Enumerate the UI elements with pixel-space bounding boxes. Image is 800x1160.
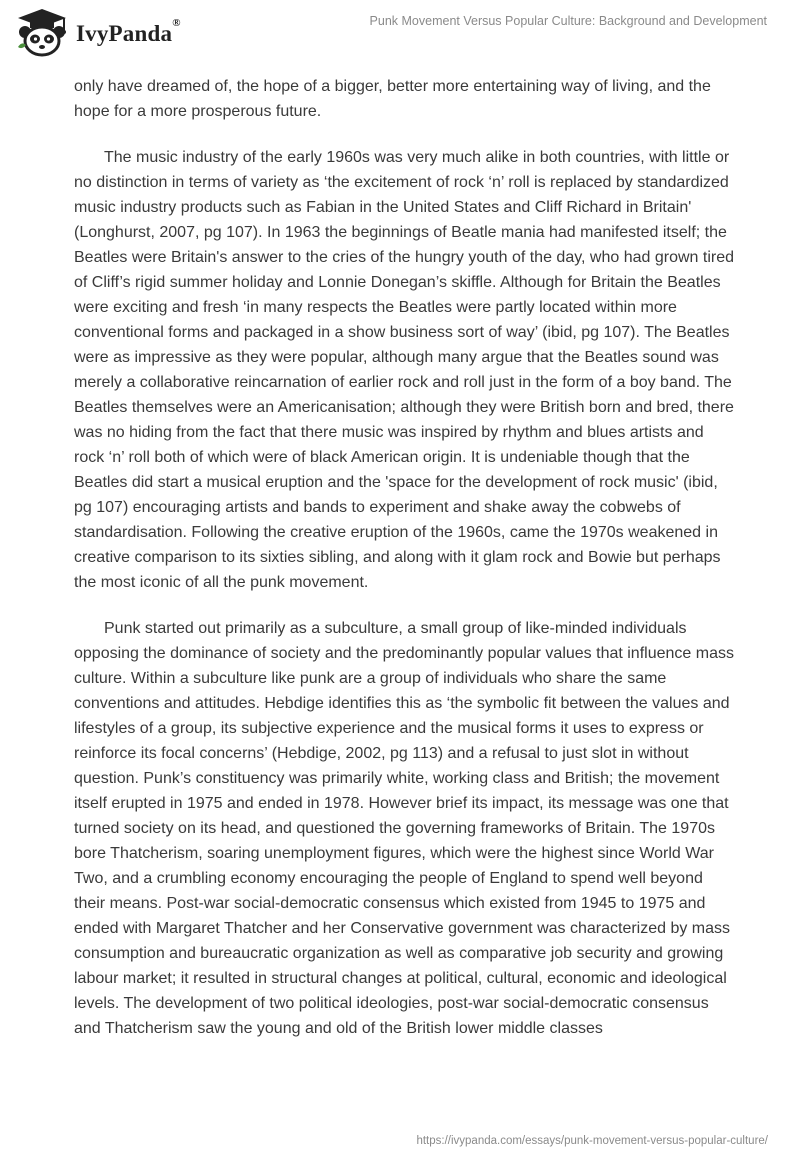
- brand-name: IvyPanda®: [76, 17, 181, 46]
- paragraph-punk-subculture: Punk started out primarily as a subculture, a small group of like-minded individuals opposing the dominance of society and the predominantly popular values that influence mass culture. Within a subculture like punk are a group of individuals who share the same conventions and attitudes. Hebdige identifies this as ‘the symbolic fit between the values and lifestyles of a group, its subjective experience and the musical forms it uses to express or reinforce its focal concerns’ (Hebdige, 2002, pg 113) and a refusal to just slot in without question. Punk’s constituency was primarily white, working class and British; the movement itself erupted in 1975 and ended in 1978. However brief its impact, its message was one that turned society on its head, and questioned the governing frameworks of Britain. The 1970s bore Thatcherism, soaring unemployment figures, which were the highest since World War Two, and a crumbling economy encouraging the people of England to spend well beyond their means. Post-war social-democratic consensus which existed from 1945 to 1975 and ended with Margaret Thatcher and her Conservative government was characterized by mass consumption and bureaucratic organization as well as comparative job security and growing labour market; it resulted in structural changes at political, cultural, economic and ideological levels. The development of two political ideologies, post-war social-democratic consensus and Thatcherism saw the young and old of the British lower middle classes: [74, 620, 734, 1037]
- page-header: [0, 0, 800, 64]
- source-url[interactable]: https://ivypanda.com/essays/punk-movement-versus-popular-culture/: [416, 1135, 768, 1147]
- document-title: Punk Movement Versus Popular Culture: Background and Development: [369, 14, 767, 28]
- ivypanda-logo[interactable]: [14, 7, 181, 57]
- panda-graduate-logo-icon: [14, 7, 70, 57]
- paragraph-continued: only have dreamed of, the hope of a bigger, better more entertaining way of living, and the hope for a more prosperous future.: [74, 78, 711, 120]
- registered-mark: ®: [172, 17, 181, 29]
- paragraph-music-industry-1960s: The music industry of the early 1960s was very much alike in both countries, with little or no distinction in terms of variety as ‘the excitement of rock ‘n’ roll is replaced by standardized music industry products such as Fabian in the United States and Cliff Richard in Britain' (Longhurst, 2007, pg 107). In 1963 the beginnings of Beatle mania had manifested itself; the Beatles were Britain's answer to the cries of the hungry youth of the day, who had grown tired of Cliff’s rigid summer holiday and Lonnie Donegan’s skiffle. Although for Britain the Beatles were exciting and fresh ‘in many respects the Beatles were partly located within more conventional forms and packaged in a show business sort of way’ (ibid, pg 107). The Beatles were as impressive as they were popular, although many argue that the Beatles sound was merely a collaborative reincarnation of earlier rock and roll just in the form of a boy band. The Beatles themselves were an Americanisation; although they were British born and bred, there was no hiding from the fact that there music was inspired by rhythm and blues artists and rock ‘n’ roll both of which were of black American origin. It is undeniable though that the Beatles did start a musical eruption and the 'space for the development of rock music' (ibid, pg 107) encouraging artists and bands to experiment and shake away the cobwebs of standardisation. Following the creative eruption of the 1960s, came the 1970s weakened in creative comparison to its sixties sibling, and along with it glam rock and Bowie but perhaps the most iconic of all the punk movement.: [74, 149, 735, 591]
- essay-body: [74, 74, 734, 1062]
